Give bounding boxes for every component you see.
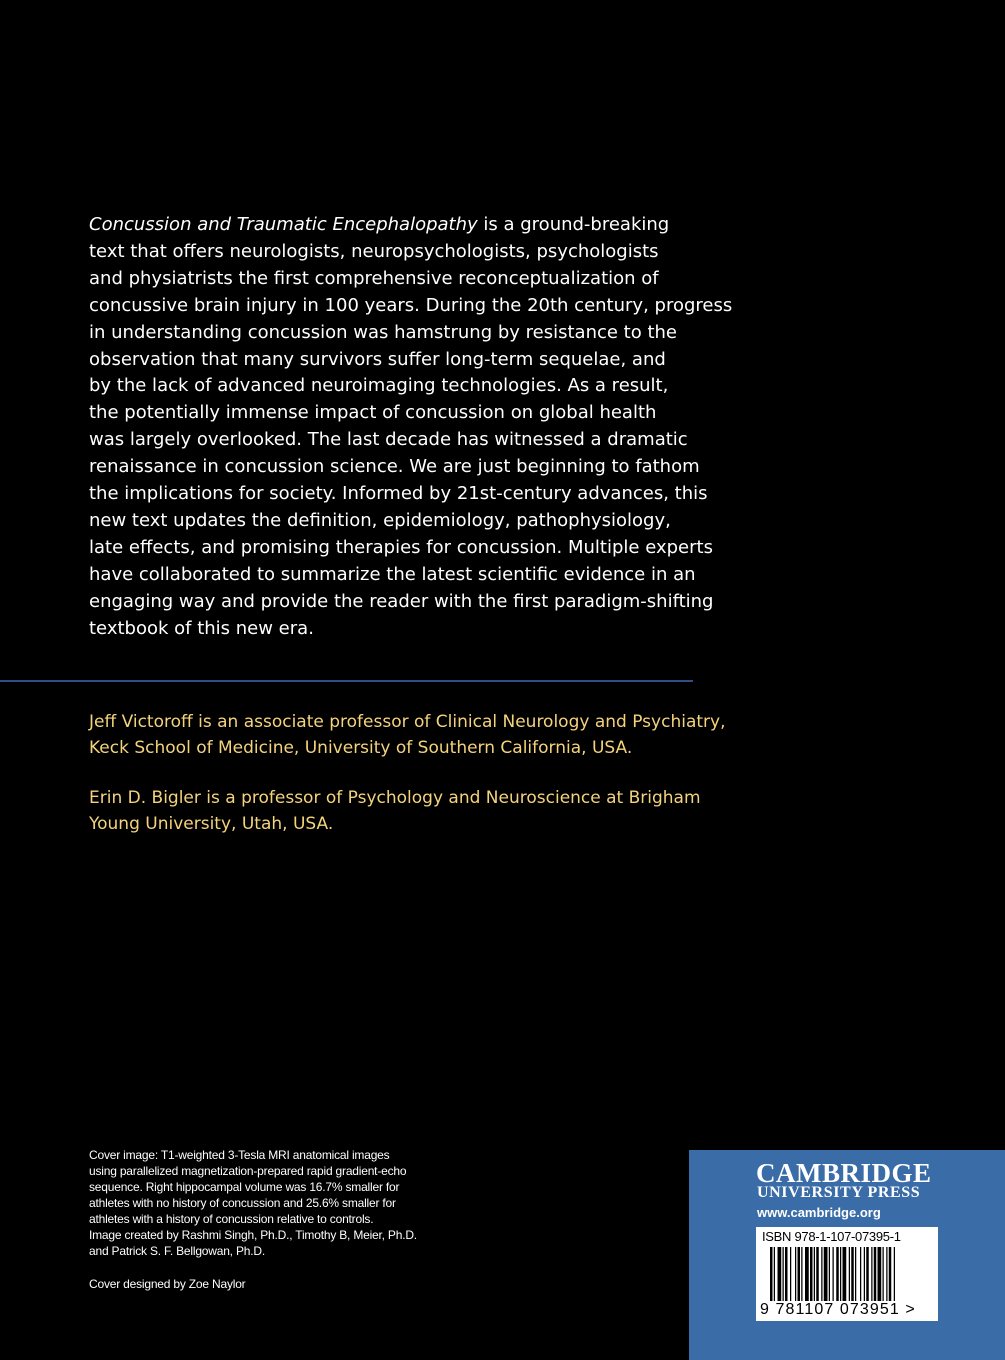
description-line: was largely overlooked. The last decade has witnessed a dramatic <box>89 429 688 451</box>
description-line: concussive brain injury in 100 years. During the 20th century, progress <box>89 294 733 316</box>
author-bio-victoroff <box>89 709 726 761</box>
description-line-1: Concussion and Traumatic Encephalopathy is a ground-breaking <box>89 214 670 235</box>
barcode-bar <box>829 1247 830 1301</box>
book-title: Concussion and Traumatic Encephalopathy <box>89 214 478 235</box>
barcode-bar <box>889 1247 892 1301</box>
publisher-website: www.cambridge.org <box>757 1205 881 1220</box>
cover-designer-credit: Cover designed by Zoe Naylor <box>89 1277 246 1291</box>
barcode-bar <box>840 1247 841 1301</box>
barcode-bar <box>855 1247 856 1301</box>
description-line: by the lack of advanced neuroimaging technologies. As a result, <box>89 375 669 397</box>
barcode-bar <box>801 1247 802 1301</box>
barcode-bar <box>851 1247 854 1301</box>
description-paragraph <box>89 212 733 643</box>
barcode-bar <box>790 1247 791 1301</box>
barcode-bar <box>770 1247 773 1301</box>
bio-line: Jeff Victoroff is an associate professor of Clinical Neurology and Psychiatry, <box>89 712 726 732</box>
description-line: the potentially immense impact of concussion on global health <box>89 402 657 424</box>
barcode-bar <box>805 1247 809 1301</box>
barcode-bar <box>833 1247 834 1301</box>
barcode-bar <box>874 1247 877 1301</box>
barcode-digits: 9 781107 073951 > <box>760 1301 916 1318</box>
barcode-bar <box>795 1247 796 1301</box>
bio-line: Young University, Utah, USA. <box>89 814 334 834</box>
isbn-barcode <box>756 1227 938 1321</box>
author-bio-bigler <box>89 785 709 837</box>
credit-line: using parallelized magnetization-prepared rapid gradient-echo <box>89 1164 407 1178</box>
description-line: the implications for society. Informed by 21st-century advances, this <box>89 483 708 505</box>
barcode-bar <box>894 1247 895 1301</box>
barcode-bar <box>866 1247 869 1301</box>
credit-line: athletes with a history of concussion relative to controls. <box>89 1212 374 1226</box>
description-line: textbook of this new era. <box>89 617 314 639</box>
author-bios <box>89 709 726 861</box>
description-line: new text updates the definition, epidemiology, pathophysiology, <box>89 509 671 531</box>
barcode-bar <box>836 1247 839 1301</box>
isbn-number: ISBN 978-1-107-07395-1 <box>762 1229 901 1244</box>
publisher-subtitle: UNIVERSITY PRESS <box>757 1184 921 1201</box>
barcode-bar <box>783 1247 784 1301</box>
description-line: in understanding concussion was hamstrung by resistance to the <box>89 321 678 343</box>
credit-line: Cover image: T1-weighted 3-Tesla MRI anatomical images <box>89 1148 390 1162</box>
barcode-bar <box>864 1247 865 1301</box>
credit-line: sequence. Right hippocampal volume was 16.7% smaller for <box>89 1180 400 1194</box>
barcode-bar <box>810 1247 813 1301</box>
barcode-bar <box>798 1247 801 1301</box>
section-divider <box>0 680 693 682</box>
description-line: and physiatrists the first comprehensive reconceptualization of <box>89 267 659 289</box>
barcode-bar <box>883 1247 884 1301</box>
description-line: observation that many survivors suffer long-term sequelae, and <box>89 348 666 370</box>
barcode-bar <box>824 1247 828 1301</box>
barcode-bar <box>814 1247 815 1301</box>
description-line: text that offers neurologists, neuropsychologists, psychologists <box>89 240 659 262</box>
credit-line: athletes with no history of concussion and 25.6% smaller for <box>89 1196 396 1210</box>
credit-line: Image created by Rashmi Singh, Ph.D., Timothy B, Meier, Ph.D. <box>89 1228 417 1242</box>
book-description <box>89 212 733 643</box>
description-line: renaissance in concussion science. We are just beginning to fathom <box>89 456 700 478</box>
barcode-bar <box>849 1247 850 1301</box>
barcode-bar <box>843 1247 847 1301</box>
description-line: late effects, and promising therapies for concussion. Multiple experts <box>89 536 713 558</box>
barcode-bar <box>878 1247 882 1301</box>
credit-line: and Patrick S. F. Bellgowan, Ph.D. <box>89 1244 265 1258</box>
bio-line: Erin D. Bigler is a professor of Psychology and Neuroscience at Brigham <box>89 788 701 808</box>
description-line: engaging way and provide the reader with the first paradigm-shifting <box>89 590 714 612</box>
bio-line: Keck School of Medicine, University of Southern California, USA. <box>89 738 633 758</box>
cover-image-credits <box>89 1147 419 1259</box>
barcode-bar <box>821 1247 822 1301</box>
publisher-name: CAMBRIDGE <box>756 1158 932 1188</box>
barcode-bar <box>778 1247 782 1301</box>
barcode-bar <box>886 1247 887 1301</box>
description-line: have collaborated to summarize the latest scientific evidence in an <box>89 563 696 585</box>
barcode-bar <box>816 1247 819 1301</box>
barcode-bar <box>785 1247 788 1301</box>
publisher-panel <box>689 1150 1005 1360</box>
barcode-bar <box>871 1247 872 1301</box>
barcode-bar <box>774 1247 775 1301</box>
barcode-bar <box>860 1247 861 1301</box>
